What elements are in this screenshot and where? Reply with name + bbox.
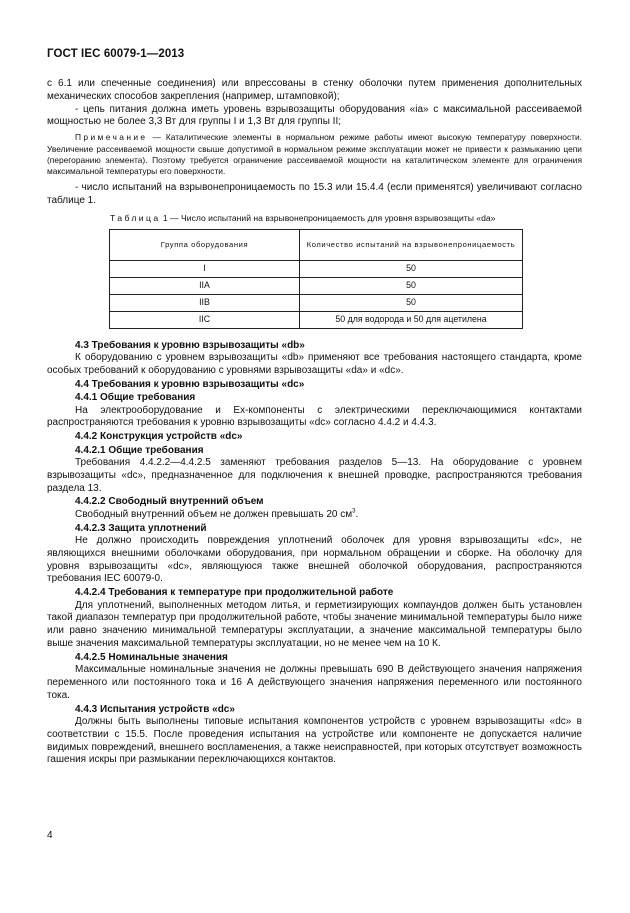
paragraph: Для уплотнений, выполненных методом литья, и герметизирующих компаундов должен быть установлен такой диапазон температур при продолжительной работе, чтобы значение минимальной температуры было ниже или равно значению минимальной температуры эксплуатации, а значение максимальной температуры было выше значения максимальной температуры эксплуатации, но не менее чем на 10 К. xyxy=(47,599,582,650)
table-cell: IIA xyxy=(110,277,300,294)
table-caption-label: Таблица xyxy=(110,213,161,224)
paragraph xyxy=(47,509,582,522)
section-heading: 4.4 Требования к уровню взрывозащиты «dc» xyxy=(75,378,305,390)
superscript: 3 xyxy=(352,508,356,515)
paragraph: - число испытаний на взрывонепроницаемость по 15.3 или 15.4.4 (если применятся) увеличивают согласно таблице 1. xyxy=(47,181,582,206)
section-heading: 4.3 Требования к уровню взрывозащиты «db» xyxy=(75,339,305,351)
note-label: Примечание xyxy=(75,132,148,143)
paragraph: с 6.1 или спеченные соединения) или впрессованы в стенку оболочки путем применения дополнительных механических способов закрепления (например, штамповкой); xyxy=(47,78,582,102)
table-row xyxy=(110,260,523,277)
paragraph: Должны быть выполнены типовые испытания компонентов устройств с уровнем взрывозащиты «dc» в соответствии с 15.5. После проведения испытания на устройстве или компоненте не допускается наличие видимых повреждений, внешнего воспламенения, а также неисправностей, при которых отсутствует возможность гашения искры при размыкании переключающихся контактов. xyxy=(47,716,582,766)
volume-text: Свободный внутренний объем не должен превышать 20 см xyxy=(75,508,353,520)
table-row xyxy=(110,277,523,294)
table-header-group: Группа оборудования xyxy=(110,229,300,260)
note xyxy=(47,132,582,178)
table-row xyxy=(110,294,523,311)
section-heading: 4.4.1 Общие требования xyxy=(75,392,196,404)
tests-table xyxy=(109,229,523,329)
paragraph: Максимальные номинальные значения не должны превышать 690 В действующего значения напряжения переменного или постоянного тока и 16 А действующего значения напряжения переменного или постоянного тока. xyxy=(47,664,582,701)
table-cell: IIC xyxy=(110,311,300,328)
section-heading: 4.4.2.1 Общие требования xyxy=(75,444,204,456)
section-heading: 4.4.2 Конструкция устройств «dc» xyxy=(75,431,243,443)
paragraph: - цепь питания должна иметь уровень взрывозащиты оборудования «ia» с максимальной рассеиваемой мощностью не более 3,3 Вт для группы I и 1,3 Вт для группы II; xyxy=(47,103,582,128)
section-heading: 4.4.3 Испытания устройств «dc» xyxy=(75,703,235,715)
section-heading: 4.4.2.2 Свободный внутренний объем xyxy=(75,496,264,508)
table-cell: 50 xyxy=(300,260,523,277)
table-caption-text: 1 — Число испытаний на взрывонепроницаемость для уровня взрывозащиты «da» xyxy=(160,213,496,224)
paragraph: На электрооборудование и Ex-компоненты с электрическими переключающимися контактами распространяются требования к уровню взрывозащиты «dc» согласно 4.4.2 и 4.4.3. xyxy=(47,404,582,429)
note-text: — Каталитические элементы в нормальном режиме работы имеют высокую температуру поверхности. Увеличение рассеиваемой мощности свыше допустимой в нормальном режиме эксплуатации может не привести к размыканию цепи (перегоранию элемента). Поэтому требуется ограничение рассеиваемой мощности на каталитическом элементе для ограничения максимальной температуры его поверхности. xyxy=(47,132,582,177)
page-content xyxy=(47,78,582,767)
period: . xyxy=(355,508,359,520)
paragraph: Требования 4.4.2.2—4.4.2.5 заменяют требования разделов 5—13. На оборудование с уровнем взрывозащиты «dc», предназначенное для подключения к внешней проводке, распространяются требования раздела 13. xyxy=(47,457,582,494)
table-row xyxy=(110,311,523,328)
paragraph: К оборудованию с уровнем взрывозащиты «db» применяют все требования настоящего стандарта, кроме особых требований к оборудованию с уровнями взрывозащиты «da» и «dc». xyxy=(47,352,582,377)
paragraph: Не должно происходить повреждения уплотнений оболочек для уровня взрывозащиты «dc», не являющихся внешними оболочками оборудования, при нормальном обращении и сборке. На оболочку для уровня взрывозащиты «dc», являющуюся также внешней оболочкой оборудования, распространяются требования IEC 60079-0. xyxy=(47,535,582,585)
table-caption xyxy=(110,213,525,224)
table-cell: 50 xyxy=(300,294,523,311)
section-heading: 4.4.2.3 Защита уплотнений xyxy=(75,522,207,534)
table-cell: I xyxy=(110,260,300,277)
section-heading: 4.4.2.5 Номинальные значения xyxy=(75,651,228,663)
page-number: 4 xyxy=(47,830,53,841)
document-header: ГОСТ IEC 60079-1—2013 xyxy=(47,48,185,60)
section-heading: 4.4.2.4 Требования к температуре при продолжительной работе xyxy=(75,587,394,599)
table-cell: IIB xyxy=(110,294,300,311)
table-cell: 50 для водорода и 50 для ацетилена xyxy=(300,311,523,328)
table-cell: 50 xyxy=(300,277,523,294)
table-header-count: Количество испытаний на взрывонепроницаемость xyxy=(300,229,523,260)
table-header-row xyxy=(110,229,523,260)
